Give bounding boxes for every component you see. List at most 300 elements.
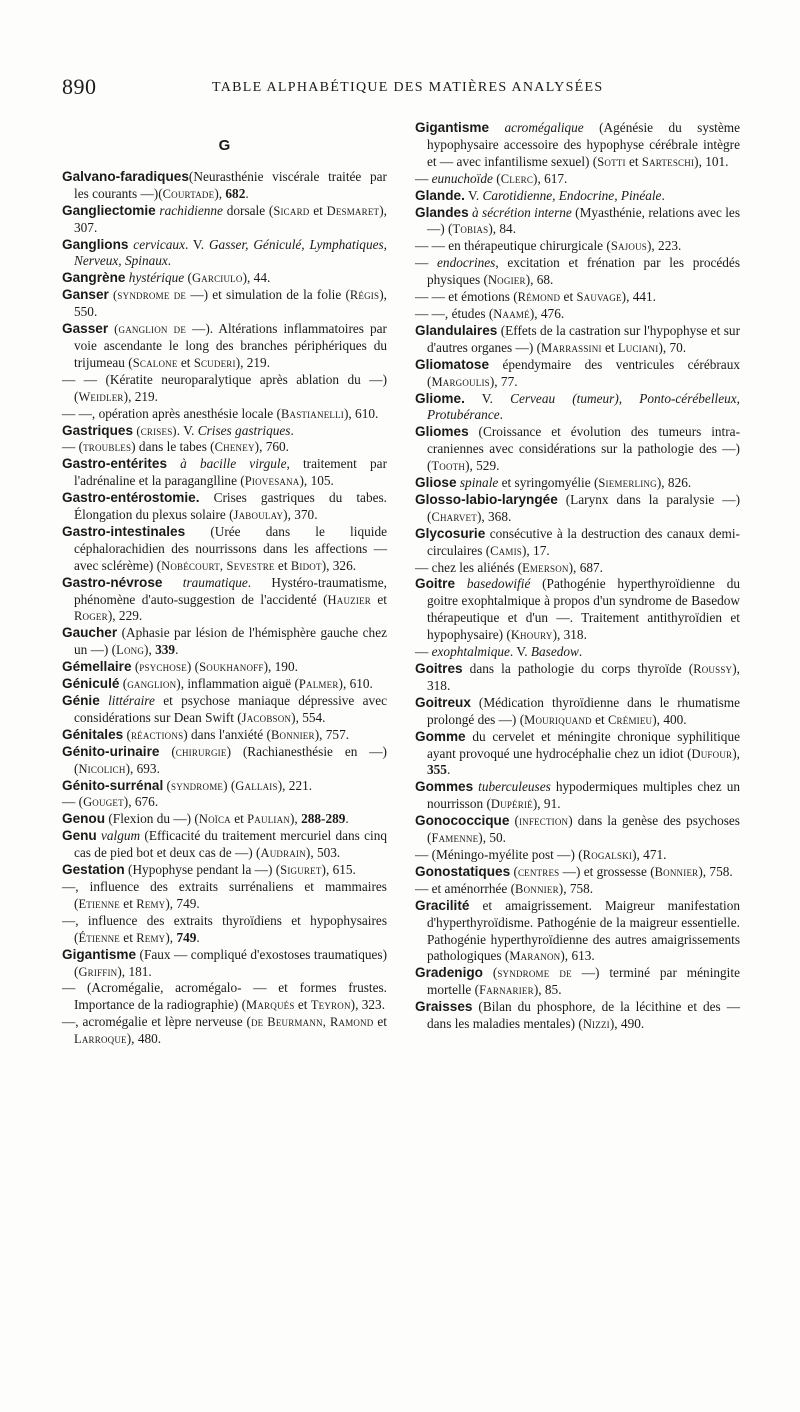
entry-text: Sauvage bbox=[576, 290, 622, 305]
entry-headword: Gracilité bbox=[415, 897, 470, 913]
entry-headword: Gasser bbox=[62, 321, 109, 337]
entry-text: dorsale ( bbox=[222, 202, 274, 218]
entry-text: Luciani bbox=[617, 340, 659, 355]
entry-headword: Gastro-névrose bbox=[62, 574, 163, 590]
entry-text: Farnarier bbox=[479, 983, 534, 998]
entry-headword: Glandulaires bbox=[415, 322, 498, 338]
index-entry bbox=[415, 965, 740, 999]
entry-text: Tobias bbox=[452, 222, 489, 237]
entry-text: Marrassini bbox=[541, 340, 602, 355]
entry-text: ), 490. bbox=[609, 1016, 645, 1032]
entry-text: ), 190. bbox=[263, 659, 298, 675]
index-entry bbox=[62, 524, 387, 575]
entry-text: ) ( bbox=[223, 777, 236, 793]
entry-text: traumatique bbox=[162, 574, 248, 590]
entry-text: infection bbox=[518, 814, 569, 829]
entry-headword: Gonococcique bbox=[415, 813, 510, 829]
entry-text: Larroque bbox=[74, 1032, 127, 1047]
entry-text: ), 68. bbox=[525, 272, 554, 288]
index-entry bbox=[415, 238, 740, 255]
entry-text: ), 476. bbox=[529, 305, 565, 321]
entry-text: — (Méningo-myélite post —) ( bbox=[415, 846, 583, 862]
entry-text: (Effets de la castration sur l'hypophyse et sur d'autres organes —) ( bbox=[427, 322, 740, 355]
entry-text: (ganglion de bbox=[108, 322, 187, 337]
index-entry bbox=[62, 169, 387, 203]
entry-headword: Gliomatose bbox=[415, 356, 490, 372]
entry-text: . V. bbox=[176, 422, 198, 438]
entry-text: ), 318. bbox=[552, 627, 587, 643]
entry-text: — ( bbox=[62, 439, 84, 455]
entry-text: ), 749. bbox=[165, 895, 200, 911]
entry-text: ), 480. bbox=[126, 1031, 162, 1047]
entry-headword: Génitales bbox=[62, 726, 124, 742]
page-header bbox=[62, 74, 767, 106]
index-entry bbox=[415, 323, 740, 357]
entry-text: ganglion bbox=[127, 677, 177, 692]
entry-text: endocrines bbox=[437, 255, 496, 271]
index-entry bbox=[62, 625, 387, 659]
index-entry bbox=[415, 171, 740, 188]
entry-text: (Croissance et évolution des tumeurs intra-craniennes avec considérations sur la pathologie des —) ( bbox=[427, 424, 740, 474]
entry-headword: Génie bbox=[62, 693, 100, 708]
index-entry bbox=[415, 644, 740, 661]
entry-text: Garciulo bbox=[191, 271, 243, 286]
entry-text: ), 758. bbox=[698, 863, 733, 879]
entry-text: , traitement par l'adrénaline et la paraganglline ( bbox=[74, 456, 387, 489]
entry-text: ) dans le tabes ( bbox=[131, 439, 215, 455]
entry-text: ( bbox=[184, 270, 192, 286]
entry-text: ), 441. bbox=[621, 289, 657, 305]
entry-text: Scalone bbox=[132, 355, 178, 370]
entry-text: Hauzier bbox=[327, 592, 371, 607]
index-entry bbox=[415, 492, 740, 526]
index-entry bbox=[62, 727, 387, 744]
entry-text: Nicolich bbox=[78, 761, 126, 776]
entry-text: exophtalmique bbox=[431, 644, 510, 660]
entry-text: . bbox=[196, 929, 200, 945]
index-entry bbox=[62, 321, 387, 372]
entry-text: Sicard bbox=[273, 203, 310, 218]
entry-text: et bbox=[370, 591, 387, 607]
entry-headword: Glande. bbox=[415, 187, 465, 203]
entry-text: Soukhanoff bbox=[199, 660, 264, 675]
entry-text: eunuchoïde bbox=[431, 170, 493, 186]
entry-text: Carotidienne, Endocrine, Pinéale bbox=[482, 187, 662, 203]
entry-text: et bbox=[294, 997, 311, 1013]
index-entry bbox=[62, 203, 387, 237]
entry-text: V. bbox=[464, 187, 483, 203]
running-title: TABLE ALPHABÉTIQUE DES MATIÈRES ANALYSÉES bbox=[212, 80, 604, 95]
entry-text: de Beurmann, Ramond bbox=[250, 1015, 374, 1030]
entry-text: Emerson bbox=[522, 560, 569, 575]
entry-text: Rogalski bbox=[582, 847, 633, 862]
entry-text: Maranon bbox=[509, 949, 561, 964]
entry-text: —) et simulation de la folie ( bbox=[186, 287, 350, 303]
entry-text: et bbox=[177, 354, 194, 370]
entry-text: 749 bbox=[176, 929, 197, 945]
entry-text: ), 318. bbox=[427, 661, 740, 693]
entry-text: . bbox=[167, 253, 172, 269]
entry-text: et syringomyélie ( bbox=[498, 475, 599, 491]
entry-text: ), 44. bbox=[242, 270, 271, 286]
entry-text: Remy bbox=[136, 930, 166, 945]
index-entry bbox=[415, 695, 740, 729]
entry-headword: Gradenigo bbox=[415, 965, 483, 981]
index-entry bbox=[415, 661, 740, 695]
entry-text: — — en thérapeutique chirurgicale ( bbox=[415, 238, 611, 254]
entry-text: ), 91. bbox=[532, 796, 561, 812]
entry-text: Paulian bbox=[247, 812, 290, 827]
index-entry bbox=[62, 879, 387, 913]
index-entry bbox=[415, 999, 740, 1033]
entry-text: ( bbox=[123, 726, 131, 742]
entry-text: , excitation et frénation par les procédés physiques ( bbox=[427, 255, 740, 288]
entry-text: ), 84. bbox=[488, 221, 517, 237]
index-entry bbox=[415, 255, 740, 289]
entry-text: ), 70. bbox=[658, 339, 687, 355]
entry-text: Remy bbox=[136, 896, 166, 911]
entry-headword: Gastro-entérites bbox=[62, 456, 168, 472]
entry-text: ) dans la genèse des psychoses ( bbox=[427, 813, 740, 846]
entry-text: ), 370. bbox=[283, 507, 318, 523]
entry-text: — et aménorrhée ( bbox=[415, 880, 516, 896]
entry-text: et bbox=[560, 289, 577, 305]
entry-text: ( bbox=[163, 777, 171, 793]
index-entry bbox=[415, 898, 740, 966]
entry-text: ), 400. bbox=[652, 711, 687, 727]
entry-text: Roussy bbox=[693, 662, 733, 676]
entry-text: (Bilan du phosphore, de la lécithine et des — dans les maladies mentales) ( bbox=[427, 999, 740, 1032]
entry-text: —) et grossesse ( bbox=[559, 863, 655, 879]
entry-text: ), 85. bbox=[533, 982, 562, 998]
left-column bbox=[62, 120, 387, 1048]
entry-text: (Médication thyroïdienne dans le rhumatisme prolongé des —) ( bbox=[427, 694, 740, 727]
entry-text: ), 758. bbox=[558, 880, 594, 896]
entry-text: réactions bbox=[130, 727, 184, 742]
entry-text: Nogier bbox=[487, 273, 526, 288]
entry-text: Nizzi bbox=[582, 1017, 610, 1032]
entry-text: ), 826. bbox=[656, 475, 692, 491]
entry-text: — — (Kératite neuroparalytique après ablation du —) ( bbox=[62, 371, 387, 404]
right-entries bbox=[415, 120, 740, 1033]
entry-headword: Gigantisme bbox=[62, 946, 137, 962]
page-number: 890 bbox=[62, 74, 97, 99]
entry-text: ( bbox=[492, 170, 501, 186]
entry-text: à sécrétion interne bbox=[468, 204, 572, 220]
entry-text: Jaboulay bbox=[233, 508, 284, 523]
index-entry bbox=[62, 913, 387, 947]
index-entry bbox=[62, 947, 387, 981]
entry-text: — —, études ( bbox=[415, 305, 494, 321]
entry-text: ), 326. bbox=[321, 557, 357, 573]
entry-headword: Goitreux bbox=[415, 694, 471, 710]
index-entry bbox=[62, 811, 387, 828]
entry-text: ), 223. bbox=[646, 238, 682, 254]
entry-headword: Gliome. bbox=[415, 390, 465, 406]
entry-text: Siguret bbox=[280, 863, 322, 878]
entry-text: ), 471. bbox=[632, 846, 667, 862]
entry-text: (Flexion du —) ( bbox=[105, 811, 199, 827]
entry-headword: Gestation bbox=[62, 862, 125, 878]
index-entry bbox=[415, 576, 740, 644]
index-entry bbox=[62, 439, 387, 456]
entry-text: — chez les aliénés ( bbox=[415, 559, 523, 575]
index-entry bbox=[415, 779, 740, 813]
index-entry bbox=[415, 357, 740, 391]
entry-text: et bbox=[274, 557, 291, 573]
entry-text: Basedow bbox=[530, 644, 579, 660]
entry-text: ), bbox=[165, 929, 177, 945]
entry-text: ), bbox=[732, 745, 740, 761]
entry-headword: Gangliectomie bbox=[62, 202, 156, 218]
entry-text: . bbox=[345, 811, 349, 827]
entry-text: et bbox=[309, 202, 327, 218]
index-entry bbox=[62, 1014, 387, 1048]
entry-text: tuberculeuses bbox=[473, 779, 551, 795]
entry-text: Dupérié bbox=[490, 797, 533, 812]
entry-headword: Genou bbox=[62, 811, 106, 827]
entry-headword: Gaucher bbox=[62, 625, 118, 641]
index-entry bbox=[415, 881, 740, 898]
entry-text: . bbox=[499, 407, 503, 423]
index-entry bbox=[62, 676, 387, 693]
entry-text: ( bbox=[159, 743, 176, 759]
entry-headword: Gigantisme bbox=[415, 120, 490, 135]
entry-text: ), 610. bbox=[343, 405, 379, 421]
index-entry bbox=[415, 205, 740, 239]
entry-text: Palmer bbox=[298, 677, 339, 692]
index-entry bbox=[62, 693, 387, 727]
entry-text: ( bbox=[509, 813, 519, 829]
entry-text: Khoury bbox=[510, 628, 553, 643]
index-entry bbox=[415, 813, 740, 847]
entry-text: ), 617. bbox=[533, 170, 568, 186]
entry-text: ), 105. bbox=[299, 473, 334, 489]
entry-text: Nobécourt, Sevestre bbox=[161, 558, 275, 573]
index-entry bbox=[62, 659, 387, 676]
entry-text: Crémieu bbox=[608, 712, 653, 727]
entry-text: . bbox=[446, 762, 451, 778]
entry-text: Régis bbox=[349, 288, 380, 303]
entry-text: Bastianelli bbox=[280, 406, 344, 421]
entry-headword: Goitres bbox=[415, 661, 463, 676]
entry-text: et bbox=[119, 929, 137, 945]
entry-text: ), 229. bbox=[107, 608, 143, 624]
entry-text: ) dans l'anxiété ( bbox=[183, 726, 271, 742]
entry-text: Naamé bbox=[493, 306, 530, 321]
entry-text: ), 221. bbox=[277, 777, 313, 793]
entry-headword: Galvano-faradiques bbox=[62, 168, 189, 184]
index-entry bbox=[62, 287, 387, 321]
entry-headword: Géniculé bbox=[62, 676, 120, 692]
entry-text: Tooth bbox=[431, 459, 466, 474]
entry-text: Sarteschi bbox=[641, 154, 695, 169]
entry-text: — bbox=[415, 255, 438, 271]
entry-text: — —, opération après anesthésie locale ( bbox=[62, 405, 281, 421]
entry-headword: Gastro-entérostomie. bbox=[62, 490, 200, 506]
entry-text: 682 bbox=[225, 185, 246, 201]
entry-headword: Genu bbox=[62, 828, 97, 844]
entry-text: Mouriquand bbox=[524, 712, 592, 727]
entry-text: consécutive à la destruction des canaux demi-circulaires ( bbox=[427, 525, 740, 558]
entry-text: ), bbox=[214, 185, 226, 201]
entry-text: et bbox=[601, 339, 618, 355]
section-letter: G bbox=[218, 137, 231, 154]
entry-headword: Gastriques bbox=[62, 422, 134, 438]
entry-text: ( bbox=[119, 676, 128, 692]
entry-text: Courtade bbox=[162, 186, 215, 201]
entry-text: (syndrome de bbox=[108, 288, 187, 303]
entry-text: et bbox=[625, 153, 642, 169]
entry-text: Cheney bbox=[214, 440, 255, 455]
entry-text: ), 529. bbox=[465, 458, 500, 474]
entry-text: Charvet bbox=[431, 509, 477, 524]
entry-text: chirurgie bbox=[175, 744, 227, 759]
entry-text: (Agénésie du système hypophysaire accessoire des hypophyse cérébrale intègre et — avec infantilisme sexuel) ( bbox=[427, 120, 740, 169]
index-entry bbox=[62, 794, 387, 811]
entry-text: ), bbox=[290, 811, 302, 827]
entry-text: — (Acromégalie, acromégalo- — et formes frustes. Importance de la radiographie) ( bbox=[62, 980, 387, 1013]
entry-text: Sajous bbox=[610, 239, 647, 254]
entry-text: Gallais bbox=[235, 778, 278, 793]
entry-text: Long bbox=[116, 643, 145, 658]
entry-text: Etienne bbox=[78, 896, 120, 911]
entry-text: ), inflammation aiguë ( bbox=[176, 676, 299, 692]
index-entry bbox=[415, 526, 740, 560]
entry-text: hystérique bbox=[125, 270, 185, 286]
entry-text: ) ( bbox=[186, 659, 200, 675]
entry-text: centres bbox=[517, 864, 560, 879]
entry-text: ), 101. bbox=[694, 153, 729, 169]
entry-text: (Faux — compliqué d'exostoses traumatiques) ( bbox=[74, 946, 387, 979]
index-entry bbox=[62, 980, 387, 1014]
entry-text: — — et émotions ( bbox=[415, 289, 518, 305]
entry-text: —, influence des extraits thyroïdiens et hypophysaires ( bbox=[62, 912, 387, 945]
entry-text: —, acromégalie et lèpre nerveuse ( bbox=[62, 1014, 251, 1030]
entry-text: (Pathogénie hyperthyroïdienne du goitre exophtalmique à propos d'un syndrome de Basedow thérapeutique et d'un —. Traitement antithyroïdien et hypophysaire) ( bbox=[427, 576, 740, 643]
entry-text: à bacille virgule bbox=[167, 456, 287, 472]
index-entry bbox=[415, 560, 740, 577]
entry-text: 355 bbox=[427, 762, 447, 778]
entry-headword: Génito-surrénal bbox=[62, 777, 164, 793]
entry-text: ), 219. bbox=[235, 354, 271, 370]
entry-text: hypodermiques multiples chez un nourrisson ( bbox=[427, 779, 740, 812]
entry-text: Dufour bbox=[691, 746, 733, 761]
entry-text: ( bbox=[131, 659, 140, 675]
entry-text: Crises gastriques du tabes. Élongation du plexus solaire ( bbox=[74, 490, 387, 523]
entry-text: Roger bbox=[74, 609, 108, 624]
entry-text: ( bbox=[510, 863, 518, 879]
entry-text: psychose bbox=[139, 660, 187, 675]
entry-text: et bbox=[230, 811, 248, 827]
entry-headword: Génito-urinaire bbox=[62, 743, 160, 759]
right-column bbox=[415, 120, 740, 1033]
entry-headword: Gommes bbox=[415, 779, 474, 795]
entry-text: (Myasthénie, relations avec les —) ( bbox=[427, 204, 740, 237]
entry-text: Sotti bbox=[597, 154, 626, 169]
entry-headword: Gomme bbox=[415, 728, 466, 744]
index-entry bbox=[62, 778, 387, 795]
entry-text: (Larynx dans la paralysie —) ( bbox=[427, 491, 740, 524]
entry-text: ), 17. bbox=[521, 542, 550, 558]
entry-text: Scuderi bbox=[193, 355, 236, 370]
index-entry bbox=[415, 864, 740, 881]
entry-text: (Hypophyse pendant la —) ( bbox=[124, 862, 281, 878]
entry-headword: Gémellaire bbox=[62, 659, 132, 675]
entry-text: syndrome de bbox=[497, 966, 572, 981]
entry-text: . V. bbox=[184, 236, 209, 252]
entry-text: Étienne bbox=[78, 930, 120, 945]
entry-text: ), 693. bbox=[125, 760, 160, 776]
entry-text: ) (Rachianesthésie en —) ( bbox=[74, 743, 387, 776]
index-entry bbox=[415, 729, 740, 780]
entry-headword: Graisses bbox=[415, 999, 473, 1015]
entry-headword: Gliose bbox=[415, 475, 457, 491]
entry-text: Bonnier bbox=[654, 864, 699, 879]
index-entry bbox=[415, 391, 740, 425]
entry-text: —, influence des extraits surrénaliens et mammaires ( bbox=[62, 878, 387, 911]
entry-text: 339 bbox=[155, 642, 176, 658]
entry-text: . Hystéro-traumatisme, phénomène d'auto-suggestion de l'accidenté ( bbox=[74, 574, 387, 607]
entry-text: syndrome bbox=[170, 778, 224, 793]
entry-text: Griffin bbox=[78, 964, 118, 979]
entry-text: Bonnier bbox=[515, 881, 559, 896]
entry-text: Gouget bbox=[83, 795, 124, 810]
entry-text: Camis bbox=[490, 543, 522, 558]
index-entry bbox=[62, 406, 387, 423]
entry-text: valgum bbox=[96, 828, 141, 844]
entry-headword: Glosso-labio-laryngée bbox=[415, 491, 558, 507]
entry-text: Bidot bbox=[290, 558, 322, 573]
entry-text: Piovesana bbox=[244, 474, 300, 489]
entry-headword: Glycosurie bbox=[415, 525, 486, 541]
index-entry bbox=[415, 289, 740, 306]
index-entry bbox=[62, 270, 387, 287]
entry-headword: Gastro-intestinales bbox=[62, 523, 186, 539]
entry-text: ), 613. bbox=[560, 948, 595, 964]
index-entry bbox=[415, 475, 740, 492]
entry-text: ), 181. bbox=[117, 963, 152, 979]
entry-text: et psychose maniaque dépressive avec considérations sur Dean Swift ( bbox=[74, 693, 387, 725]
entry-text: ), bbox=[144, 642, 156, 658]
entry-text: . bbox=[661, 187, 665, 203]
index-entry bbox=[62, 372, 387, 406]
entry-text: (Neurasthénie viscérale traitée par les courants —)( bbox=[74, 168, 387, 201]
entry-text: ), 554. bbox=[291, 709, 326, 725]
entry-text: ), 757. bbox=[314, 726, 350, 742]
entry-text: Marqués bbox=[246, 998, 295, 1013]
index-entry bbox=[415, 424, 740, 475]
entry-text: ), 610. bbox=[338, 676, 373, 692]
entry-text: Rémond bbox=[517, 290, 561, 305]
entry-text: troubles bbox=[83, 440, 132, 455]
entry-text: Clerc bbox=[500, 171, 534, 186]
entry-text: dans la pathologie du corps thyroïde ( bbox=[462, 661, 694, 676]
entry-text: Bonnier bbox=[270, 727, 315, 742]
entry-text: V. bbox=[464, 390, 511, 406]
entry-text: . bbox=[578, 644, 583, 660]
index-entry bbox=[62, 456, 387, 490]
index-entry bbox=[415, 306, 740, 323]
entry-text: (crises) bbox=[133, 423, 177, 438]
entry-text: Weidler bbox=[78, 389, 124, 404]
entry-text: Noïca bbox=[198, 812, 231, 827]
entry-text: Cerveau (tumeur), Ponto-cérébelleux, Protubérance bbox=[427, 390, 740, 423]
entry-text: —) terminé par méningite mortelle ( bbox=[427, 965, 740, 998]
index-entry bbox=[62, 828, 387, 862]
entry-text: acromégalique bbox=[489, 120, 584, 135]
entry-text: et amaigrissement. Maigreur manifestation d'hyperthyroïdisme. Pathogénie de la maigreur essentielle. Pathogénie hyperthyroïdienne des autres amaigrissements pathologiques ( bbox=[427, 897, 740, 964]
